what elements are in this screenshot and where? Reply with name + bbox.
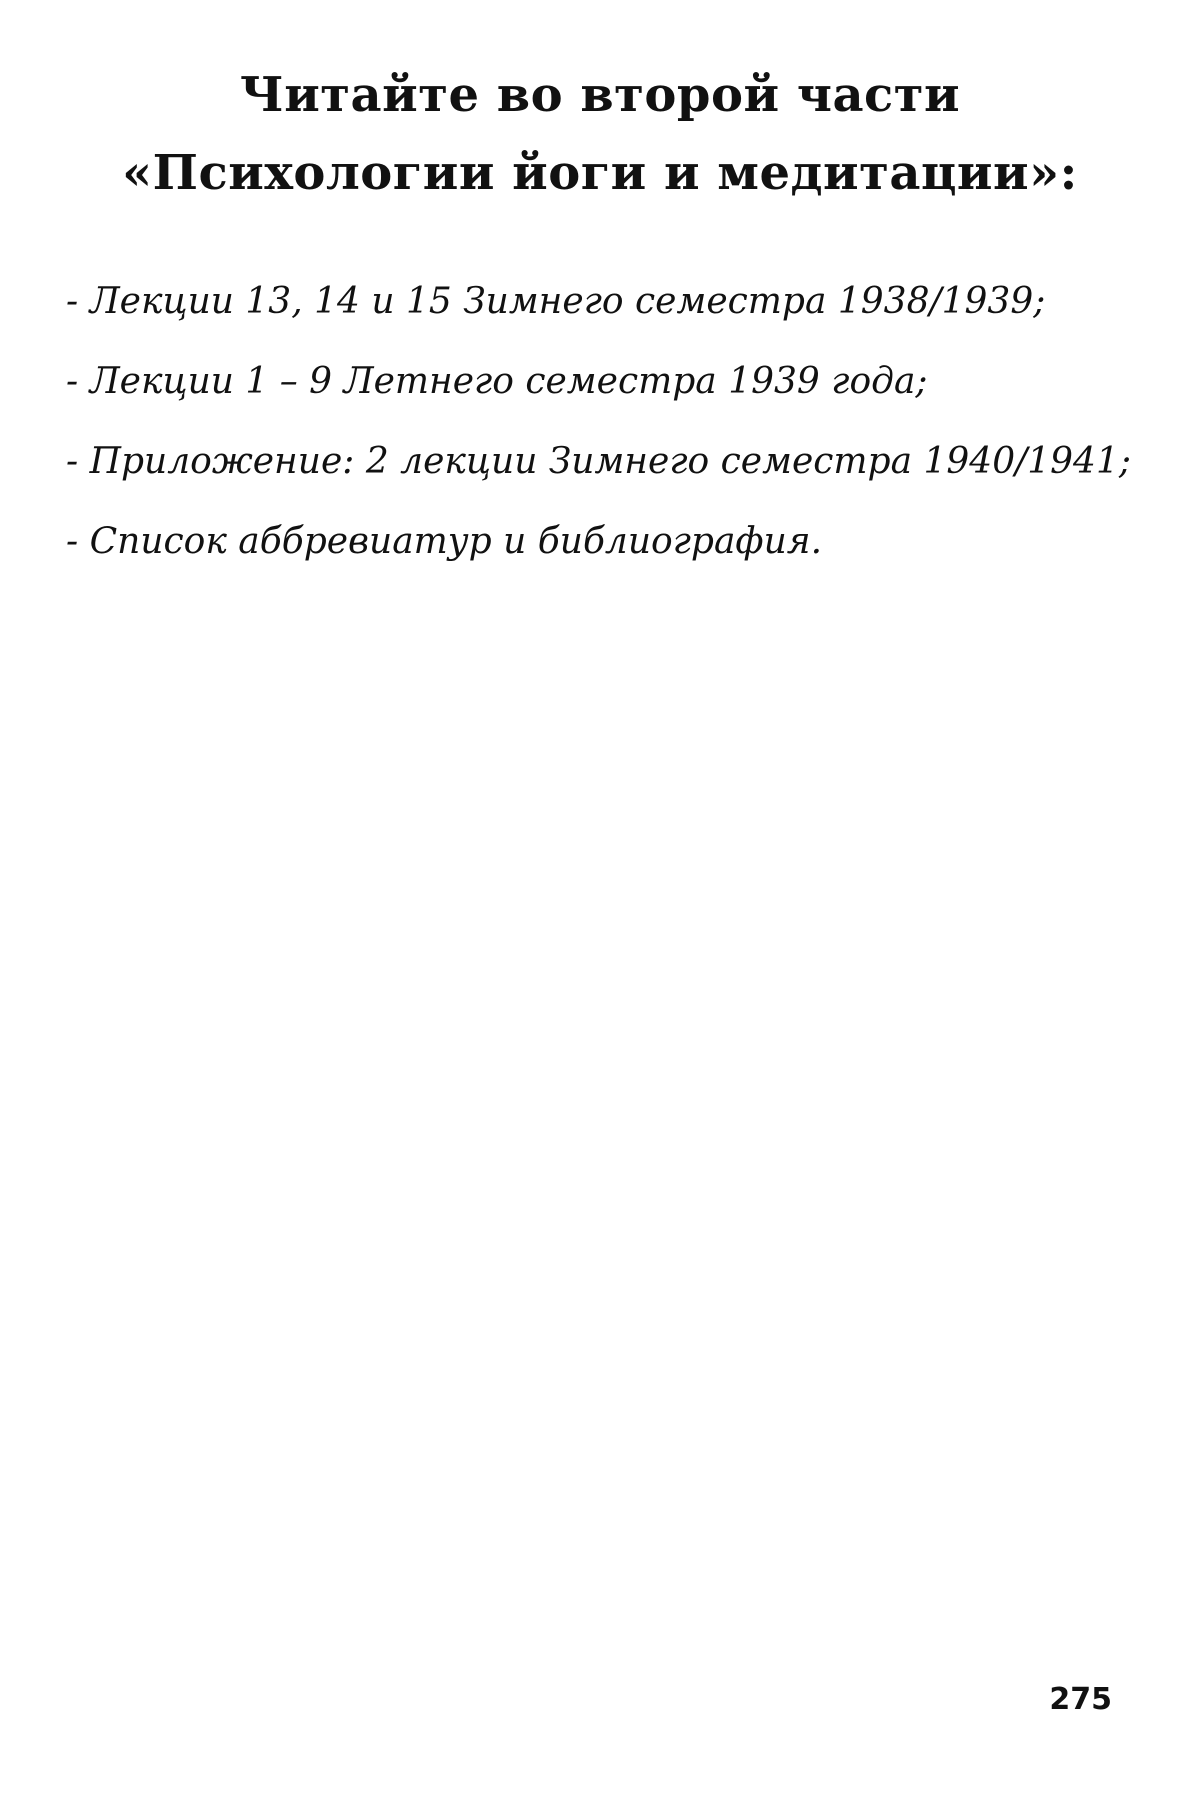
list-item: - Приложение: 2 лекции Зимнего семестра 1940/1941; [66, 441, 1131, 482]
list-item: - Лекции 13, 14 и 15 Зимнего семестра 1938/1939; [66, 281, 1046, 322]
heading-line-1: Читайте во второй части [239, 67, 961, 123]
list-item: - Список аббревиатур и библиография. [66, 521, 823, 562]
contents-list [66, 262, 1131, 582]
page-number: 275 [1049, 1682, 1112, 1717]
heading-line-2: «Психологии йоги и медитации»: [122, 145, 1078, 201]
page-heading [0, 56, 1200, 212]
list-item: - Лекции 1 – 9 Летнего семестра 1939 года; [66, 361, 928, 402]
